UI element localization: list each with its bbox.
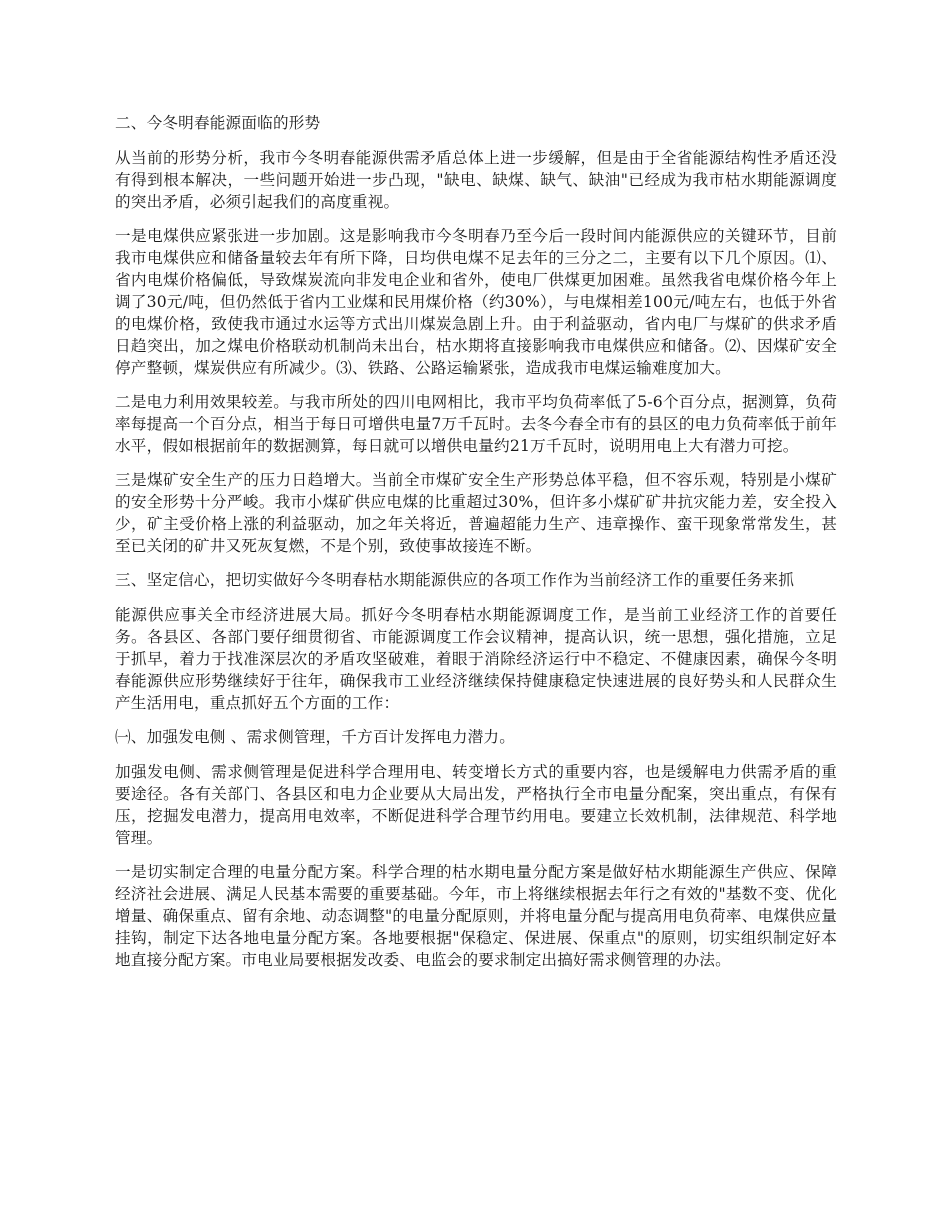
section-heading-2: 二、今冬明春能源面临的形势	[115, 114, 321, 132]
paragraph-demand-management: 加强发电侧、需求侧管理是促进科学合理用电、转变增长方式的重要内容，也是缓解电力供需矛盾的重要途径。各有关部门、各县区和电力企业要从大局出发，严格执行全市电量分配案，突出重点，有保有压，挖掘发电潜力，提高用电效率，不断促进科学合理节约用电。要建立长效机制，法律规范、科学地管理。	[115, 763, 837, 847]
document-page	[115, 112, 837, 983]
paragraph-energy-supply: 能源供应事关全市经济进展大局。抓好今冬明春枯水期能源调度工作，是当前工业经济工作的首要任务。各县区、各部门要仔细贯彻省、市能源调度工作会议精神，提高认识，统一思想，强化措施，立足于抓早，着力于找准深层次的矛盾攻坚破难，着眼于消除经济运行中不稳定、不健康因素，确保今冬明春能源供应形势继续好于往年，确保我市工业经济继续保持健康稳定快速进展的良好势头和人民群众生产生活用电，重点抓好五个方面的工作：	[115, 606, 837, 712]
paragraph-mine-safety: 三是煤矿安全生产的压力日趋增大。当前全市煤矿安全生产形势总体平稳，但不容乐观，特别是小煤矿的安全形势十分严峻。我市小煤矿供应电煤的比重超过30%，但许多小煤矿矿井抗灾能力差，安全投入少，矿主受价格上涨的利益驱动，加之年关将近，普遍超能力生产、违章操作、蛮干现象常常发生，甚至已关闭的矿井又死灰复燃，不是个别，致使事故接连不断。	[115, 471, 837, 555]
section-heading-3: 三、坚定信心，把切实做好今冬明春枯水期能源供应的各项工作作为当前经济工作的重要任务来抓	[115, 571, 795, 589]
paragraph-power-efficiency: 二是电力利用效果较差。与我市所处的四川电网相比，我市平均负荷率低了5-6个百分点，据测算，负荷率每提高一个百分点，相当于每日可增供电量7万千瓦时。去冬今春全市有的县区的电力负荷率低于前年水平，假如根据前年的数据测算，每日就可以增供电量约21万千瓦时，说明用电上大有潜力可挖。	[115, 393, 837, 455]
paragraph-situation-overview: 从当前的形势分析，我市今冬明春能源供需矛盾总体上进一步缓解，但是由于全省能源结构性矛盾还没有得到根本解决，一些问题开始进一步凸现，"缺电、缺煤、缺气、缺油"已经成为我市枯水期能源调度的突出矛盾，必须引起我们的高度重视。	[115, 149, 837, 211]
paragraph-coal-supply: 一是电煤供应紧张进一步加剧。这是影响我市今冬明春乃至今后一段时间内能源供应的关键环节，目前我市电煤供应和储备量较去年有所下降，日均供电煤不足去年的三分之二，主要有以下几个原因。⑴、省内电煤价格偏低，导致煤炭流向非发电企业和省外，使电厂供煤更加困难。虽然我省电煤价格今年上调了30元/吨，但仍然低于省内工业煤和民用煤价格（约30%），与电煤相差100元/吨左右，也低于外省的电煤价格，致使我市通过水运等方式出川煤炭急剧上升。由于利益驱动，省内电厂与煤矿的供求矛盾日趋突出，加之煤电价格联动机制尚未出台，枯水期将直接影响我市电煤供应和储备。⑵、因煤矿安全停产整顿，煤炭供应有所减少。⑶、铁路、公路运输紧张，造成我市电煤运输难度加大。	[115, 227, 837, 377]
paragraph-allocation-plan: 一是切实制定合理的电量分配方案。科学合理的枯水期电量分配方案是做好枯水期能源生产供应、保障经济社会进展、满足人民基本需要的重要基础。今年，市上将继续根据去年行之有效的"基数不变、优化增量、确保重点、留有余地、动态调整"的电量分配原则，并将电量分配与提高用电负荷率、电煤供应量挂钩，制定下达各地电量分配方案。各地要根据"保稳定、保进展、保重点"的原则，切实组织制定好本地直接分配方案。市电业局要根据发改委、电监会的要求制定出搞好需求侧管理的办法。	[115, 863, 837, 969]
subsection-heading-1: ㈠、加强发电侧 、需求侧管理，千方百计发挥电力潜力。	[115, 728, 516, 746]
